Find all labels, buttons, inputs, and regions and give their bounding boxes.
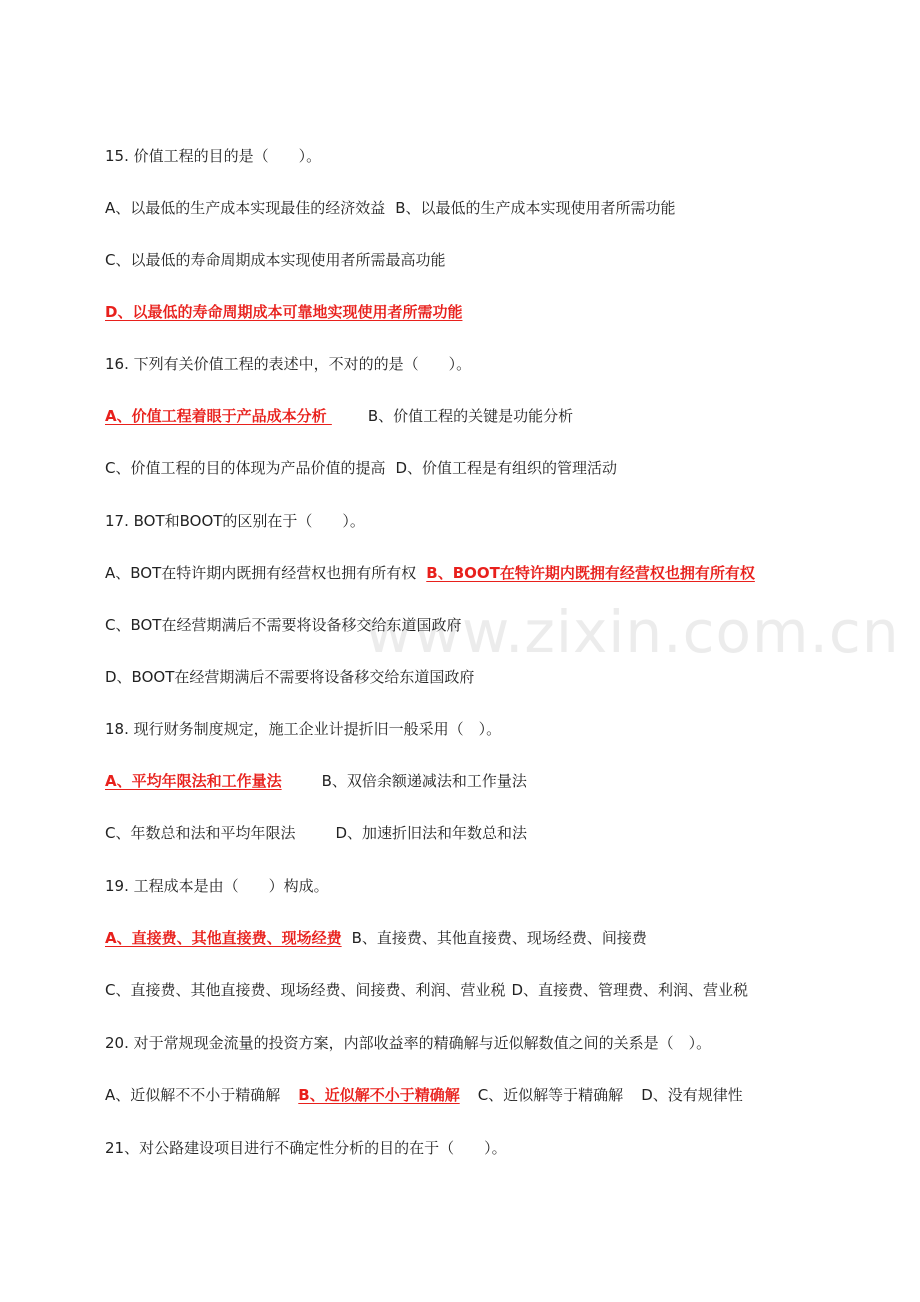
question-17-stem: 17. BOT和BOOT的区别在于（ ）。 [105, 512, 365, 530]
option-15-a: A、以最低的生产成本实现最佳的经济效益 [105, 199, 386, 217]
option-20-a: A、近似解不不小于精确解 [105, 1086, 281, 1104]
option-19-a-answer: A、直接费、其他直接费、现场经费 [105, 929, 342, 947]
option-20-c: C、近似解等于精确解 [477, 1086, 624, 1104]
option-15-b: B、以最低的生产成本实现使用者所需功能 [395, 199, 676, 217]
question-17-options-ab [105, 563, 755, 583]
option-19-b: B、直接费、其他直接费、现场经费、间接费 [351, 929, 647, 947]
question-20-stem: 20. 对于常规现金流量的投资方案，内部收益率的精确解与近似解数值之间的关系是（ ）。 [105, 1034, 712, 1052]
watermark: www.zixin.com.cn [365, 598, 900, 666]
option-15-d-answer: D、以最低的寿命周期成本可靠地实现使用者所需功能 [105, 303, 463, 321]
question-16-options-ab [105, 406, 573, 426]
option-19-c: C、直接费、其他直接费、现场经费、间接费、利润、营业税 [105, 981, 506, 999]
option-17-a: A、BOT在特许期内既拥有经营权也拥有所有权 [105, 564, 417, 582]
question-16-stem: 16. 下列有关价值工程的表述中，不对的的是（ ）。 [105, 355, 472, 373]
option-17-d: D、BOOT在经营期满后不需要将设备移交给东道国政府 [105, 668, 475, 686]
option-19-d: D、直接费、管理费、利润、营业税 [511, 981, 749, 999]
option-18-a-answer: A、平均年限法和工作量法 [105, 772, 282, 790]
option-20-d: D、没有规律性 [641, 1086, 743, 1104]
option-20-b-answer: B、近似解不小于精确解 [298, 1086, 460, 1104]
question-16-options-cd [105, 458, 617, 478]
option-18-c: C、年数总和法和平均年限法 [105, 824, 296, 842]
option-17-b-answer: B、BOOT在特许期内既拥有经营权也拥有所有权 [426, 564, 755, 582]
question-21-stem: 21、对公路建设项目进行不确定性分析的目的在于（ ）。 [105, 1139, 507, 1157]
option-16-a-answer: A、价值工程着眼于产品成本分析 [105, 407, 332, 425]
question-20-options [105, 1085, 743, 1105]
question-15-options-ab [105, 198, 676, 218]
question-19-stem: 19. 工程成本是由（ ）构成。 [105, 877, 329, 895]
option-18-d: D、加速折旧法和年数总和法 [335, 824, 528, 842]
question-18-stem: 18. 现行财务制度规定，施工企业计提折旧一般采用（ ）。 [105, 720, 502, 738]
question-15-stem: 15. 价值工程的目的是（ ）。 [105, 147, 322, 165]
question-19-options-ab [105, 928, 647, 948]
option-16-c: C、价值工程的目的体现为产品价值的提高 [105, 459, 386, 477]
question-19-options-cd [105, 980, 748, 1000]
option-16-b: B、价值工程的关键是功能分析 [367, 407, 574, 425]
option-16-d: D、价值工程是有组织的管理活动 [395, 459, 618, 477]
question-18-options-cd [105, 823, 527, 843]
question-18-options-ab [105, 771, 527, 791]
option-18-b: B、双倍余额递减法和工作量法 [321, 772, 527, 790]
option-15-c: C、以最低的寿命周期成本实现使用者所需最高功能 [105, 251, 446, 269]
option-17-c: C、BOT在经营期满后不需要将设备移交给东道国政府 [105, 616, 462, 634]
